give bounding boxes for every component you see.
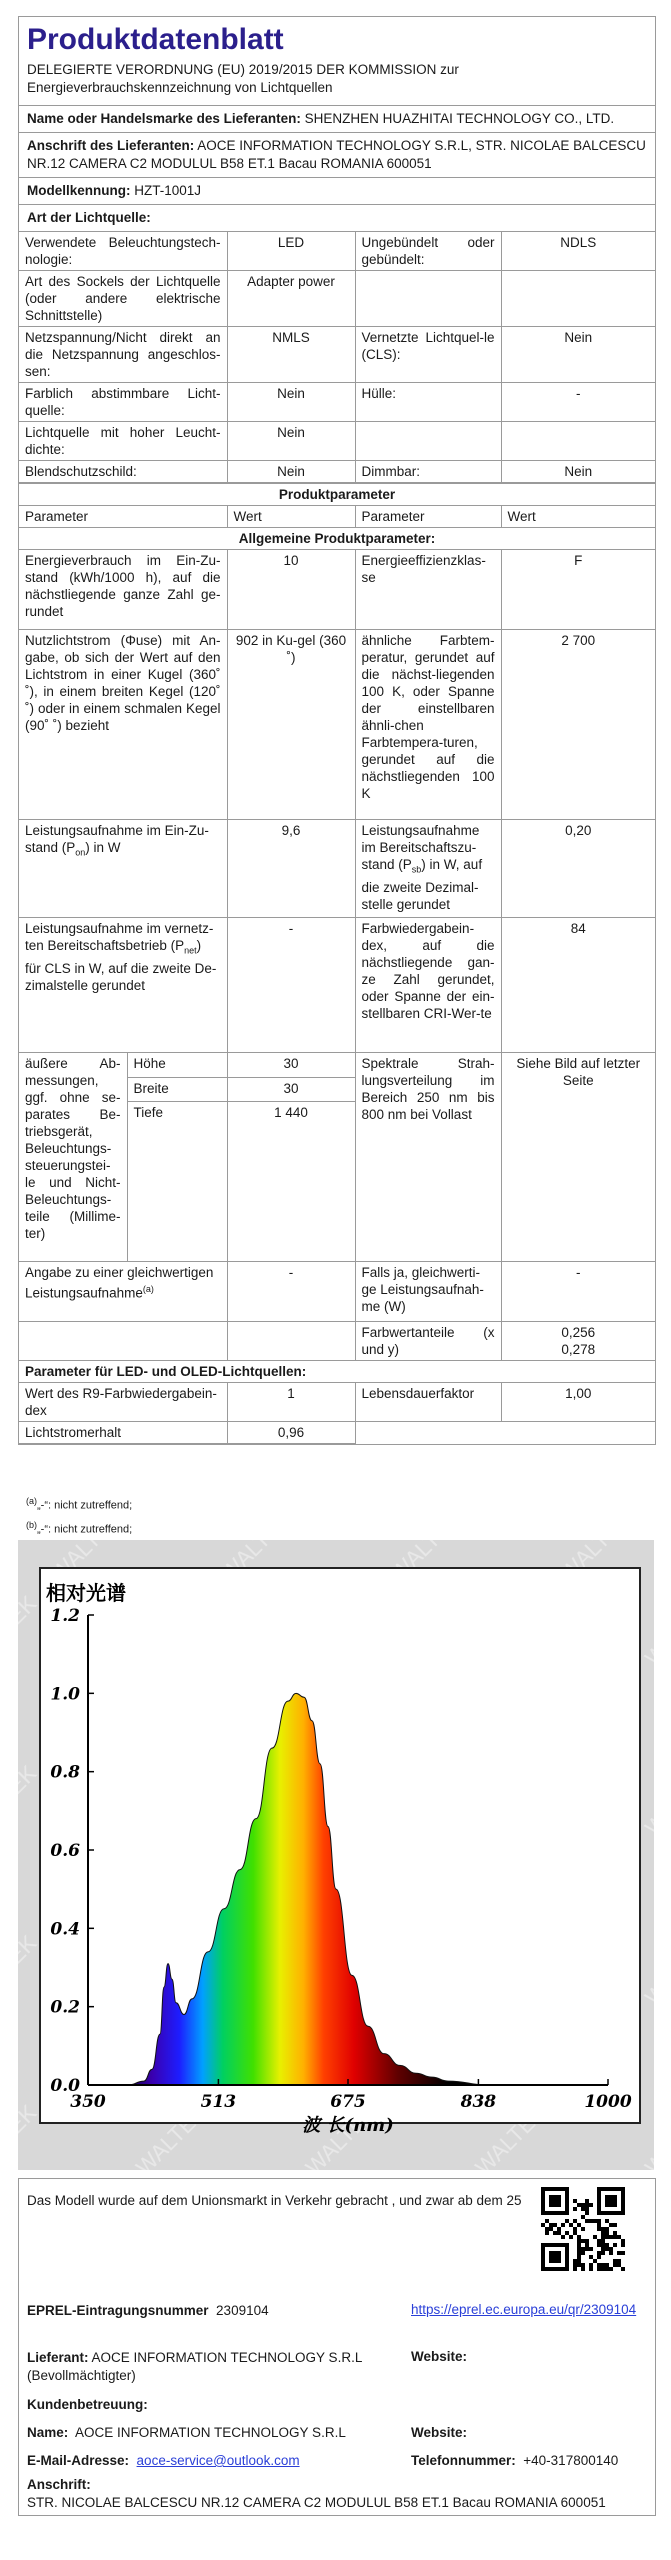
type-value: Nein xyxy=(501,327,655,383)
param-label: Wert des R9-Farbwiedergabein-dex xyxy=(19,1383,227,1422)
y-tick-label: 0.6 xyxy=(50,1841,80,1861)
info-panel xyxy=(18,2178,656,2516)
type-value: Adapter power xyxy=(227,271,355,327)
type-label xyxy=(355,422,501,461)
model-row xyxy=(19,177,655,204)
param-value: 1,00 xyxy=(501,1383,655,1422)
supplier-address-value: AOCE INFORMATION TECHNOLOGY S.R.L, STR. NICOLAE BALCESCU NR.12 CAMERA C2 MODULUL B58 ET.1 Bacau ROMANIA 600051 xyxy=(27,138,646,171)
email-row: E-Mail-Adresse: aoce-service@outlook.com xyxy=(27,2453,300,2468)
market-text: Das Modell wurde auf dem Unionsmarkt in Verkehr gebracht , und zwar ab dem 25 xyxy=(27,2193,522,2208)
param-value: - xyxy=(501,1262,655,1322)
column-header: Parameter xyxy=(355,506,501,528)
type-value xyxy=(501,422,655,461)
param-label: ähnliche Farbtem-peratur, gerundet auf die nächst-liegenden 100 K, oder Spanne der einstellbaren ähnli-chen Farbtempera-turen, gerundet auf die nächstliegenden 100 K xyxy=(355,630,501,820)
param-value: 10 xyxy=(227,550,355,630)
type-table xyxy=(19,231,655,483)
type-row xyxy=(19,422,655,461)
param-value: - xyxy=(227,918,355,1053)
chart-title: 相对光谱 xyxy=(46,1581,126,1605)
param-label: Leistungsaufnahme im Bereitschaftszu-stand $(P_{sb})$ in W, auf die zweite Dezimal-stelle gerundet xyxy=(355,820,501,918)
param-value: - xyxy=(227,1262,355,1322)
type-row xyxy=(19,461,655,483)
x-tick-label: 350 xyxy=(70,2092,106,2112)
type-value: - xyxy=(501,383,655,422)
address-value: STR. NICOLAE BALCESCU NR.12 CAMERA C2 MODULUL B58 ET.1 Bacau ROMANIA 600051 xyxy=(27,2495,606,2510)
type-label: Art des Sockels der Lichtquelle (oder andere elektrische Schnittstelle) xyxy=(19,271,227,327)
phone-row: Telefonnummer: +40-317800140 xyxy=(411,2453,619,2468)
type-value: LED xyxy=(227,232,355,271)
section-heading: Parameter für LED- und OLED-Lichtquellen: xyxy=(19,1361,655,1383)
y-tick-label: 0.0 xyxy=(50,2076,80,2096)
website-label: Website: xyxy=(411,2349,468,2364)
param-value: 84 xyxy=(501,918,655,1053)
spectrum-chart xyxy=(18,1540,654,2170)
address-label: Anschrift: xyxy=(27,2477,91,2492)
x-tick-label: 1000 xyxy=(584,2092,632,2112)
supplier-address-row xyxy=(19,132,655,177)
footnote-b: $^{(b)}$„-“: nicht zutreffend; xyxy=(26,1519,133,1536)
y-tick-label: 0.2 xyxy=(50,1997,80,2018)
x-axis-label: 波 长(nm) xyxy=(302,2115,394,2136)
type-row xyxy=(19,327,655,383)
type-value: Nein xyxy=(227,422,355,461)
eprel-row: EPREL-Eintragungsnummer 2309104 xyxy=(27,2303,269,2318)
param-label: Nutzlichtstrom (Φuse) mit An-gabe, ob sich der Wert auf den Lichtstrom in einer Kugel (360˚ ˚), in einem breiten Kegel (120˚ ˚) oder in einem schmalen Kegel (90˚ ˚) bezieht xyxy=(19,630,227,820)
y-tick-label: 0.4 xyxy=(50,1919,80,1940)
param-value: 2 700 xyxy=(501,630,655,820)
type-value: NDLS xyxy=(501,232,655,271)
param-label: Energieverbrauch im Ein-Zu-stand (kWh/1000 h), auf die nächstliegende ganze Zahl ge-rundet xyxy=(19,550,227,630)
param-label: Leistungsaufnahme im vernetz-ten Bereitschaftsbetrieb $(P_{net})$ für CLS in W, auf die zweite De-zimalstelle gerundet xyxy=(19,918,227,1053)
supplier-name-label: Name oder Handelsmarke des Lieferanten: xyxy=(27,111,301,126)
section-heading: Allgemeine Produktparameter: xyxy=(19,528,655,550)
supplier-name-value: SHENZHEN HUAZHITAI TECHNOLOGY CO., LTD. xyxy=(304,111,615,126)
param-value: 9,6 xyxy=(227,820,355,918)
page-title: Produktdatenblatt xyxy=(27,23,284,56)
param-label: Spektrale Strah-lungsverteilung im Bereich 250 nm bis 800 nm bei Vollast xyxy=(355,1053,501,1262)
model-label: Modellkennung: xyxy=(27,183,131,198)
param-value: 902 in Ku-gel (360 ˚) xyxy=(227,630,355,820)
type-heading: Art der Lichtquelle: xyxy=(27,210,151,225)
footnote-a: $^{(a)}$„-“: nicht zutreffend; xyxy=(26,1496,133,1512)
parameter-table xyxy=(19,483,655,1444)
height-label: Höhe xyxy=(127,1053,227,1078)
type-row xyxy=(19,271,655,327)
type-label: Netzspannung/Nicht direkt an die Netzspannung angeschlos-sen: xyxy=(19,327,227,383)
section-heading: Produktparameter xyxy=(19,484,655,506)
type-label xyxy=(355,271,501,327)
type-label: Verwendete Beleuchtungstech-nologie: xyxy=(19,232,227,271)
customer-service-label: Kundenbetreuung: xyxy=(27,2397,148,2412)
eprel-link[interactable]: https://eprel.ec.europa.eu/qr/2309104 xyxy=(411,2302,637,2317)
column-header: Wert xyxy=(501,506,655,528)
depth-value: 1 440 xyxy=(227,1102,355,1262)
footnotes xyxy=(18,1490,132,1537)
type-label: Dimmbar: xyxy=(355,461,501,483)
param-label: Leistungsaufnahme im Ein-Zu-stand $(P_{on})$ in W xyxy=(19,820,227,918)
type-row xyxy=(19,383,655,422)
param-label: Falls ja, gleichwerti-ge Leistungsaufnah-me (W) xyxy=(355,1262,501,1322)
y-tick-label: 1.0 xyxy=(50,1684,80,1705)
type-value: Nein xyxy=(227,383,355,422)
type-label: Vernetzte Lichtquel-le (CLS): xyxy=(355,327,501,383)
type-label: Lichtquelle mit hoher Leucht-dichte: xyxy=(19,422,227,461)
x-tick-label: 513 xyxy=(200,2092,237,2112)
column-header: Parameter xyxy=(19,506,227,528)
name-row: Name: AOCE INFORMATION TECHNOLOGY S.R.L xyxy=(27,2425,346,2440)
type-value: Nein xyxy=(227,461,355,483)
type-value: Nein xyxy=(501,461,655,483)
param-value: 1 xyxy=(227,1383,355,1422)
type-label: Ungebündelt oder gebündelt: xyxy=(355,232,501,271)
email-link[interactable]: aoce-service@outlook.com xyxy=(136,2453,300,2468)
depth-label: Tiefe xyxy=(127,1102,227,1262)
supplier-address-label: Anschrift des Lieferanten: xyxy=(27,138,195,153)
y-tick-label: 1.2 xyxy=(50,1606,80,1626)
param-label: Angabe zu einer gleichwertigen Leistungsaufnahme$^{(a)}$ xyxy=(19,1262,227,1322)
supplier-name-row xyxy=(19,105,655,132)
spectrum-chart-panel xyxy=(18,1540,654,2170)
param-value: 0,20 xyxy=(501,820,655,918)
website-label-2: Website: xyxy=(411,2425,468,2440)
column-header: Wert xyxy=(227,506,355,528)
type-label: Farblich abstimmbare Licht-quelle: xyxy=(19,383,227,422)
supplier-row: Lieferant: AOCE INFORMATION TECHNOLOGY S.R.L (Bevollmächtigter) xyxy=(27,2350,362,2383)
param-label: Lichtstromerhalt xyxy=(19,1422,227,1444)
regulation-text: DELEGIERTE VERORDNUNG (EU) 2019/2015 DER KOMMISSION zur Energieverbrauchskennzeichnung von Lichtquellen xyxy=(27,62,459,95)
param-value: 0,96 xyxy=(227,1422,355,1444)
width-value: 30 xyxy=(227,1077,355,1102)
x-tick-label: 838 xyxy=(460,2092,497,2112)
type-value: NMLS xyxy=(227,327,355,383)
height-value: 30 xyxy=(227,1053,355,1078)
type-label: Blendschutzschild: xyxy=(19,461,227,483)
param-value: Siehe Bild auf letzter Seite xyxy=(501,1053,655,1262)
y-tick-label: 0.8 xyxy=(50,1762,80,1783)
model-value: HZT-1001J xyxy=(134,183,202,198)
type-value xyxy=(501,271,655,327)
param-value: F xyxy=(501,550,655,630)
type-row xyxy=(19,232,655,271)
param-label: Energieeffizienzklas-se xyxy=(355,550,501,630)
width-label: Breite xyxy=(127,1077,227,1102)
param-value: 0,256 0,278 xyxy=(501,1322,655,1361)
param-label: Farbwertanteile (x und y) xyxy=(355,1322,501,1361)
dimensions-label: äußere Ab-messungen, ggf. ohne se-parates Be-triebsgerät, Beleuchtungs-steuerungstei-le und Nicht-Beleuchtungs-teile (Millime-ter) xyxy=(19,1053,127,1262)
type-heading-row xyxy=(19,204,655,231)
product-datasheet xyxy=(18,16,656,1445)
param-label: Lebensdauerfaktor xyxy=(355,1383,501,1422)
x-tick-label: 675 xyxy=(330,2092,366,2112)
param-label: Farbwiedergabein-dex, auf die nächstliegende gan-ze Zahl gerundet, oder Spanne der ein-stellbaren CRI-Wer-te xyxy=(355,918,501,1053)
type-label: Hülle: xyxy=(355,383,501,422)
qr-code-icon[interactable] xyxy=(541,2187,625,2271)
